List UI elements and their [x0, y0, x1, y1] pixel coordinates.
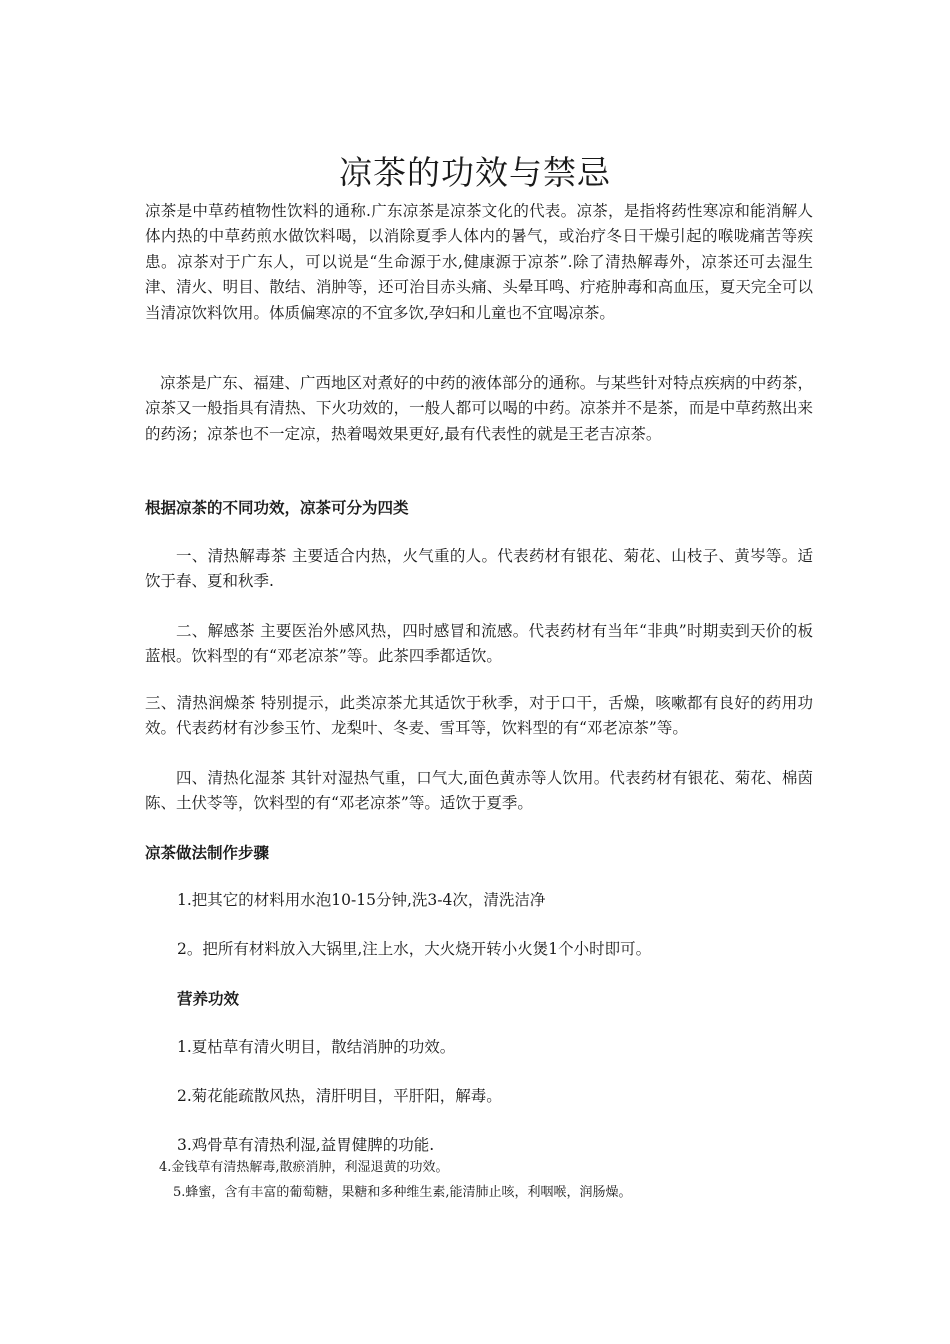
type-item-3: 三、清热润燥茶 特别提示，此类凉茶尤其适饮于秋季，对于口干，舌燥，咳嗽都有良好的药用功效。代表药材有沙参玉竹、龙梨叶、冬麦、雪耳等，饮料型的有“邓老凉茶”等。 [145, 694, 813, 738]
type-item-2: 二、解感茶 主要医治外感风热，四时感冒和流感。代表药材有当年“非典”时期卖到天价的板蓝根。饮料型的有“邓老凉茶”等。此茶四季都适饮。 [145, 622, 813, 666]
nutrition-item-2: 2.菊花能疏散风热，清肝明目，平肝阳，解毒。 [177, 1087, 502, 1105]
nutrition-item-1: 1.夏枯草有清火明目，散结消肿的功效。 [177, 1038, 456, 1056]
section-heading-types: 根据凉茶的不同功效，凉茶可分为四类 [145, 498, 409, 517]
type-item-1: 一、清热解毒茶 主要适合内热，火气重的人。代表药材有银花、菊花、山枝子、黄岑等。适饮于春、夏和秋季. [145, 547, 813, 591]
intro-paragraph-1: 凉茶是中草药植物性饮料的通称.广东凉茶是凉茶文化的代表。凉茶，是指将药性寒凉和能消解人体内热的中草药煎水做饮料喝，以消除夏季人体内的暑气，或治疗冬日干燥引起的喉咙痛苦等疾患。凉茶对于广东人，可以说是“生命源于水,健康源于凉茶”.除了清热解毒外，凉茶还可去湿生津、清火、明目、散结、消肿等，还可治目赤头痛、头晕耳鸣、疔疮肿毒和高血压，夏天完全可以当清凉饮料饮用。体质偏寒凉的不宜多饮,孕妇和儿童也不宜喝凉茶。 [145, 202, 813, 322]
section-heading-steps: 凉茶做法制作步骤 [145, 843, 270, 862]
nutrition-item-4: 4.金钱草有清热解毒,散瘀消肿，利湿退黄的功效。 [159, 1160, 449, 1175]
intro-paragraph-2: 凉茶是广东、福建、广西地区对煮好的中药的液体部分的通称。与某些针对特点疾病的中药茶，凉茶又一般指具有清热、下火功效的，一般人都可以喝的中药。凉茶并不是茶，而是中草药熬出来的药汤；凉茶也不一定凉，热着喝效果更好,最有代表性的就是王老吉凉茶。 [145, 374, 813, 443]
step-item-2: 2。把所有材料放入大锅里,注上水，大火烧开转小火煲1个小时即可。 [177, 940, 652, 958]
step-item-1: 1.把其它的材料用水泡10-15分钟,洗3-4次，清洗洁净 [177, 891, 546, 909]
type-item-4: 四、清热化湿茶 其针对湿热气重，口气大,面色黄赤等人饮用。代表药材有银花、菊花、棉茵陈、土伏苓等，饮料型的有“邓老凉茶”等。适饮于夏季。 [145, 769, 813, 813]
nutrition-item-5: 5.蜂蜜，含有丰富的葡萄糖，果糖和多种维生素,能清肺止咳，利咽喉，润肠燥。 [173, 1185, 632, 1200]
page-title: 凉茶的功效与禁忌 [339, 153, 611, 193]
section-heading-nutrition: 营养功效 [177, 989, 240, 1008]
nutrition-item-3: 3.鸡骨草有清热利湿,益胃健脾的功能. [177, 1136, 435, 1154]
